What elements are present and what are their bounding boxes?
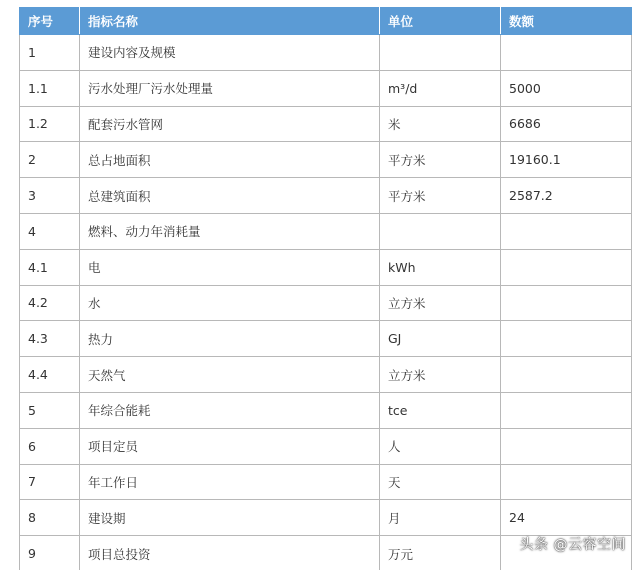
cell-amount: 5000	[501, 70, 632, 106]
table-row	[20, 357, 632, 393]
cell-unit: 立方米	[380, 285, 501, 321]
cell-indicator-name: 电	[80, 249, 380, 285]
cell-indicator-name: 项目定员	[80, 428, 380, 464]
cell-index: 4.2	[20, 285, 80, 321]
cell-amount	[501, 35, 632, 71]
header-row	[20, 8, 632, 35]
cell-indicator-name: 建设期	[80, 500, 380, 536]
cell-unit	[380, 35, 501, 71]
cell-indicator-name: 年综合能耗	[80, 392, 380, 428]
cell-index: 4.1	[20, 249, 80, 285]
indicator-table-container	[19, 7, 631, 570]
header-amount: 数额	[501, 8, 632, 35]
cell-amount	[501, 285, 632, 321]
cell-amount	[501, 357, 632, 393]
table-row	[20, 106, 632, 142]
table-row	[20, 249, 632, 285]
cell-amount	[501, 428, 632, 464]
table-row	[20, 321, 632, 357]
cell-amount: 24	[501, 500, 632, 536]
indicator-table	[19, 7, 632, 570]
table-row	[20, 35, 632, 71]
cell-amount: 6686	[501, 106, 632, 142]
cell-indicator-name: 建设内容及规模	[80, 35, 380, 71]
cell-amount	[501, 464, 632, 500]
cell-unit: 天	[380, 464, 501, 500]
cell-index: 5	[20, 392, 80, 428]
cell-unit: m³/d	[380, 70, 501, 106]
cell-index: 4.4	[20, 357, 80, 393]
cell-amount: 2587.2	[501, 178, 632, 214]
cell-indicator-name: 热力	[80, 321, 380, 357]
table-row	[20, 428, 632, 464]
cell-unit: 人	[380, 428, 501, 464]
watermark: 头条 @云容空间	[519, 537, 626, 553]
table-row	[20, 142, 632, 178]
cell-unit: GJ	[380, 321, 501, 357]
cell-unit: kWh	[380, 249, 501, 285]
cell-index: 7	[20, 464, 80, 500]
cell-unit: 平方米	[380, 178, 501, 214]
table-body	[20, 35, 632, 570]
cell-unit: 平方米	[380, 142, 501, 178]
cell-index: 1.1	[20, 70, 80, 106]
cell-unit: 立方米	[380, 357, 501, 393]
cell-index: 4	[20, 213, 80, 249]
cell-unit: tce	[380, 392, 501, 428]
cell-unit	[380, 213, 501, 249]
table-row	[20, 285, 632, 321]
cell-indicator-name: 项目总投资	[80, 536, 380, 570]
cell-indicator-name: 天然气	[80, 357, 380, 393]
table-row	[20, 178, 632, 214]
cell-indicator-name: 配套污水管网	[80, 106, 380, 142]
cell-unit: 米	[380, 106, 501, 142]
table-row	[20, 464, 632, 500]
cell-amount	[501, 213, 632, 249]
cell-indicator-name: 燃料、动力年消耗量	[80, 213, 380, 249]
cell-index: 6	[20, 428, 80, 464]
cell-unit: 月	[380, 500, 501, 536]
header-unit: 单位	[380, 8, 501, 35]
header-index: 序号	[20, 8, 80, 35]
cell-indicator-name: 年工作日	[80, 464, 380, 500]
table-row	[20, 70, 632, 106]
cell-index: 4.3	[20, 321, 80, 357]
cell-index: 1	[20, 35, 80, 71]
cell-amount	[501, 392, 632, 428]
table-row	[20, 500, 632, 536]
table-row	[20, 213, 632, 249]
table-header	[20, 8, 632, 35]
cell-indicator-name: 总建筑面积	[80, 178, 380, 214]
cell-indicator-name: 污水处理厂污水处理量	[80, 70, 380, 106]
cell-amount: 19160.1	[501, 142, 632, 178]
cell-indicator-name: 水	[80, 285, 380, 321]
cell-unit: 万元	[380, 536, 501, 570]
cell-index: 3	[20, 178, 80, 214]
cell-index: 9	[20, 536, 80, 570]
cell-index: 8	[20, 500, 80, 536]
header-indicator-name: 指标名称	[80, 8, 380, 35]
cell-indicator-name: 总占地面积	[80, 142, 380, 178]
table-row	[20, 392, 632, 428]
cell-amount	[501, 249, 632, 285]
cell-amount	[501, 321, 632, 357]
cell-index: 1.2	[20, 106, 80, 142]
cell-index: 2	[20, 142, 80, 178]
